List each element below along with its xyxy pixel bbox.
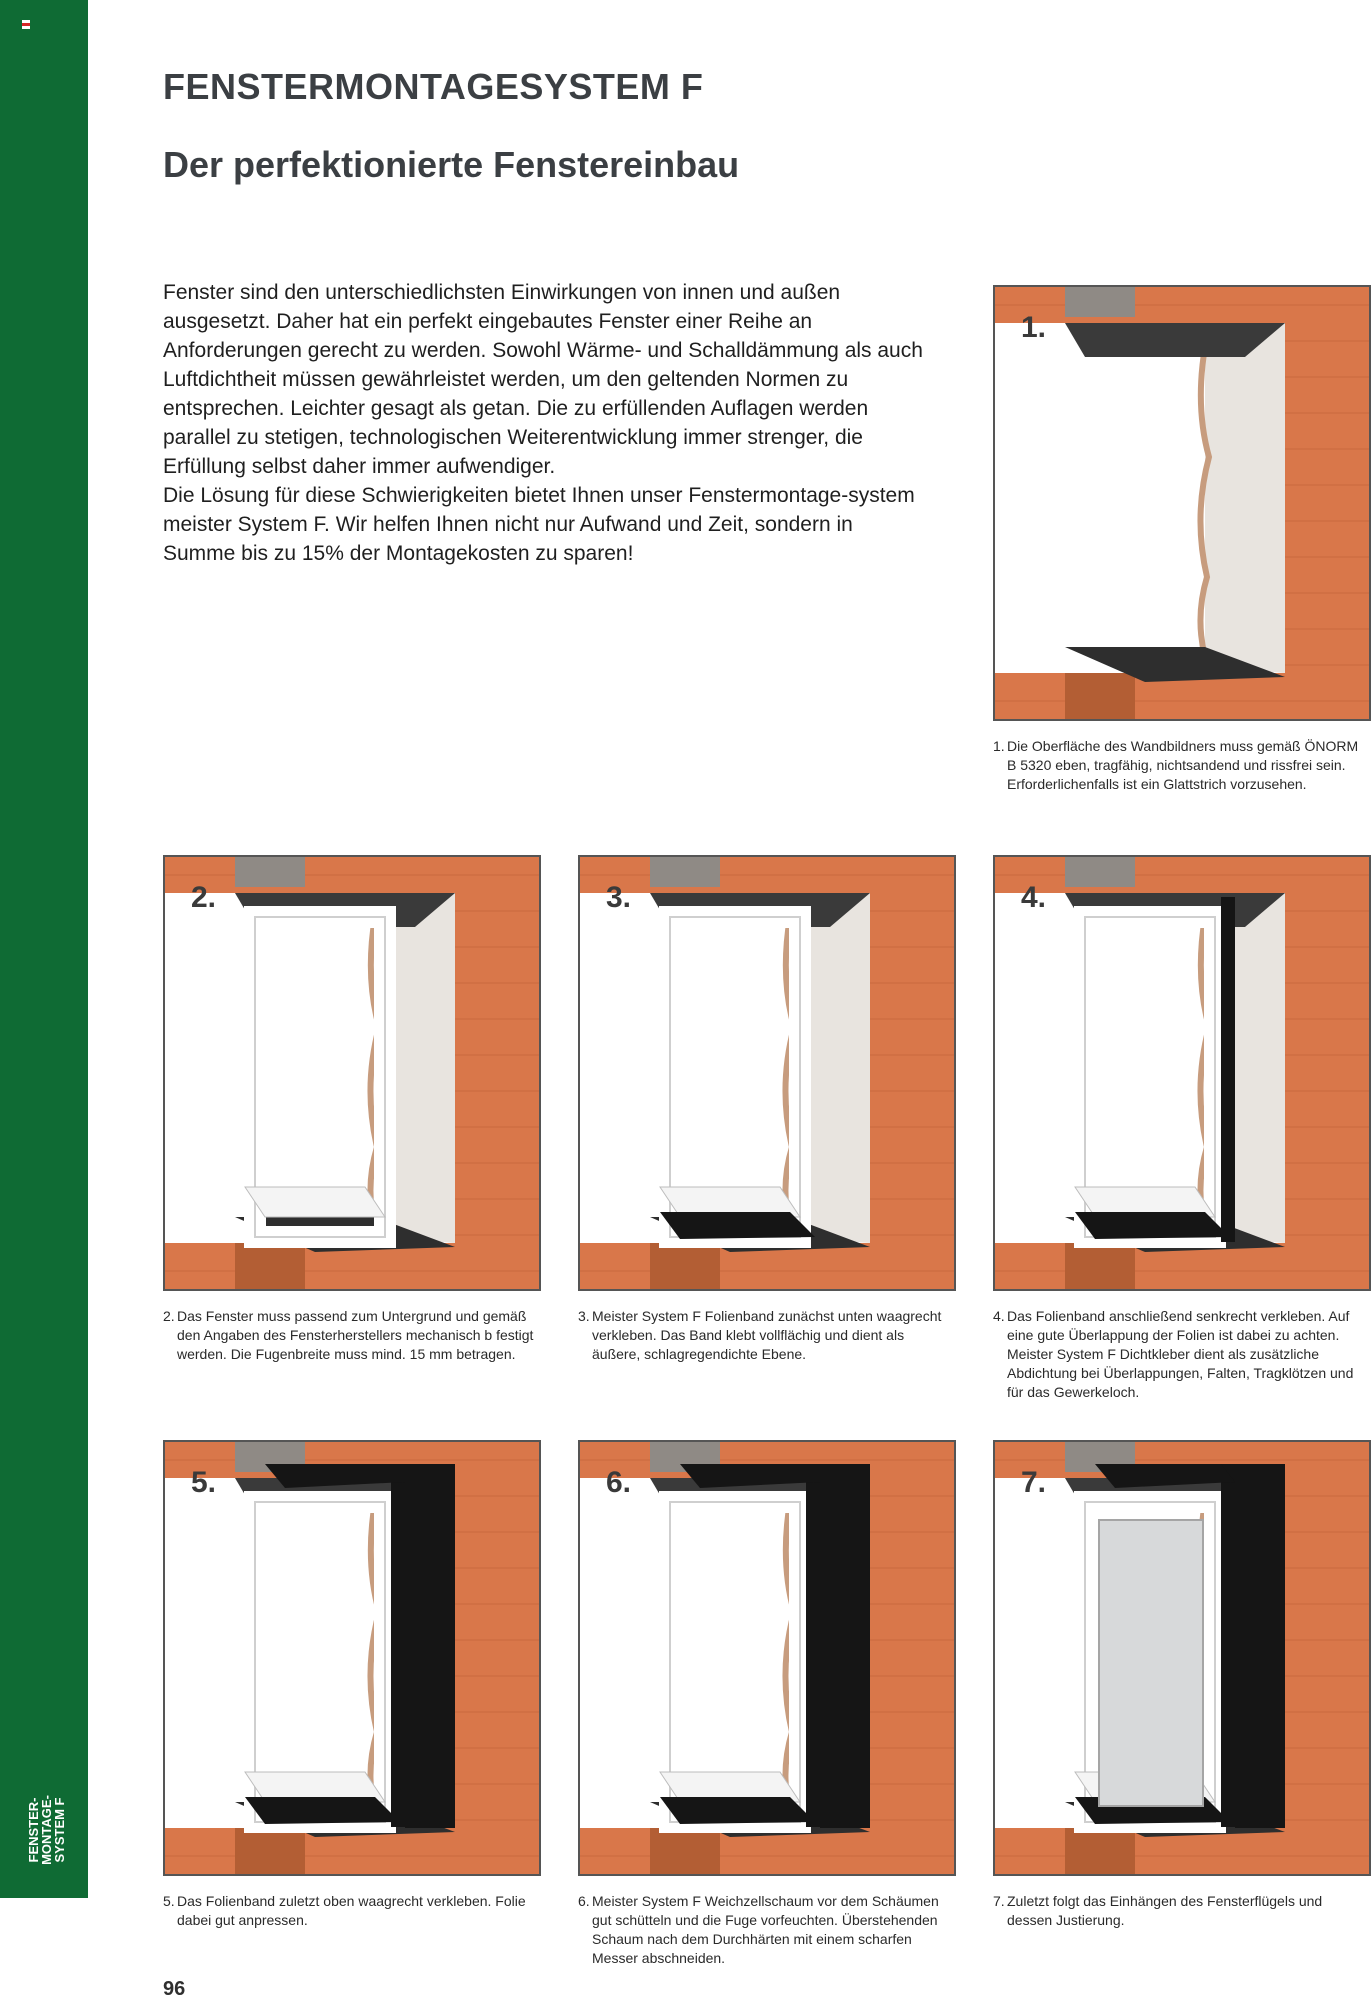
step-illustration xyxy=(163,855,541,1291)
step-7 xyxy=(993,1440,1371,1930)
caption-number: 7. xyxy=(993,1893,1005,1909)
caption-number: 2. xyxy=(163,1308,175,1324)
sill-column xyxy=(235,1243,305,1289)
caption-number: 3. xyxy=(578,1308,590,1324)
caption-number: 1. xyxy=(993,738,1005,754)
step-caption xyxy=(578,1892,956,1968)
step-illustration xyxy=(993,855,1371,1291)
sidebar-band xyxy=(0,0,88,1898)
window-installation-illustration xyxy=(995,857,1369,1289)
window-installation-illustration xyxy=(580,857,954,1289)
window-installation-illustration xyxy=(165,857,539,1289)
sidebar-label-line: MONTAGE- xyxy=(38,1795,54,1865)
intro-paragraph: Die Lösung für diese Schwierigkeiten bietet Ihnen unser Fenstermontage-system meister System F. Wir helfen Ihnen nicht nur Aufwand und Zeit, sondern in Summe bis zu 15% der Montagekosten zu sparen! xyxy=(163,484,915,565)
caption-number: 6. xyxy=(578,1893,590,1909)
lintel-block xyxy=(1065,287,1135,317)
caption-text: Das Folienband zuletzt oben waagrecht verkleben. Folie dabei gut anpressen. xyxy=(177,1893,526,1928)
caption-text: Das Fenster muss passend zum Untergrund und gemäß den Angaben des Fensterherstellers mechanisch b festigt werden. Die Fugenbreite muss mind. 15 mm betragen. xyxy=(177,1308,534,1362)
foil-band-vertical xyxy=(806,1482,820,1827)
step-illustration xyxy=(163,1440,541,1876)
step-number: 4. xyxy=(1021,881,1047,914)
lintel-block xyxy=(235,857,305,887)
sill-column xyxy=(650,1243,720,1289)
sill-column xyxy=(1065,1243,1135,1289)
foil-band-bottom xyxy=(660,1212,815,1239)
page-title: FENSTERMONTAGESYSTEM F xyxy=(163,66,704,107)
caption-text: Meister System F Weichzellschaum vor dem Schäumen gut schütteln und die Fuge vorfeuchten. Überstehenden Schaum nach dem Durchhärten mit einem scharfen Messer abschneiden. xyxy=(592,1893,939,1966)
step-number: 6. xyxy=(606,1466,632,1499)
step-caption xyxy=(993,737,1371,794)
foil-band-bottom xyxy=(245,1797,400,1824)
step-illustration xyxy=(993,285,1371,721)
caption-number: 4. xyxy=(993,1308,1005,1324)
step-4 xyxy=(993,855,1371,1402)
step-6 xyxy=(578,1440,956,1968)
flag-stripe xyxy=(22,26,30,29)
foil-band-vertical xyxy=(1221,1482,1235,1827)
lintel-block xyxy=(1065,857,1135,887)
step-caption xyxy=(993,1307,1371,1402)
step-1 xyxy=(993,285,1371,794)
window-installation-illustration xyxy=(165,1442,539,1874)
page-subtitle: Der perfektionierte Fenstereinbau xyxy=(163,144,740,185)
foil-band-bottom xyxy=(1075,1212,1230,1239)
caption-text: Das Folienband anschließend senkrecht verkleben. Auf eine gute Überlappung der Folien ist dabei zu achten. Meister System F Dichtkleber dient als zusätzliche Abdichtung bei Überlappungen, Falten, Tragklötzen und für das Gewerkeloch. xyxy=(1007,1308,1354,1400)
sill-column xyxy=(1065,1828,1135,1874)
step-3 xyxy=(578,855,956,1364)
window-installation-illustration xyxy=(995,287,1369,719)
sidebar-label-line: SYSTEM F xyxy=(51,1797,67,1863)
page-number: 96 xyxy=(163,1978,186,2000)
frame-bottom-profile xyxy=(245,1187,385,1217)
sill-column xyxy=(235,1828,305,1874)
step-illustration xyxy=(578,1440,956,1876)
step-2 xyxy=(163,855,541,1364)
step-number: 5. xyxy=(191,1466,217,1499)
caption-number: 5. xyxy=(163,1893,175,1909)
foil-band-vertical xyxy=(1221,897,1235,1242)
sidebar-label-line: FENSTER- xyxy=(25,1797,41,1863)
caption-text: Die Oberfläche des Wandbildners muss gemäß ÖNORM B 5320 eben, tragfähig, nichtsandend und rissfrei sein. Erforderlichenfalls ist ein Glattstrich vorzusehen. xyxy=(1007,738,1359,792)
flag-icon xyxy=(22,20,30,29)
sill-column xyxy=(650,1828,720,1874)
step-caption xyxy=(163,1307,541,1364)
foil-band-vertical xyxy=(391,1482,405,1827)
step-caption xyxy=(578,1307,956,1364)
step-caption xyxy=(993,1892,1371,1930)
sill-column xyxy=(1065,673,1135,719)
jamb-reveal xyxy=(1205,323,1285,673)
sidebar-section-label xyxy=(0,1792,96,1868)
window-sash-glass xyxy=(1099,1520,1203,1806)
step-illustration xyxy=(993,1440,1371,1876)
lintel-block xyxy=(650,857,720,887)
foil-band-bottom xyxy=(660,1797,815,1824)
step-number: 3. xyxy=(606,881,632,914)
step-number: 2. xyxy=(191,881,217,914)
step-illustration xyxy=(578,855,956,1291)
caption-text: Zuletzt folgt das Einhängen des Fensterflügels und dessen Justierung. xyxy=(1007,1893,1323,1928)
intro-text xyxy=(163,278,923,568)
step-5 xyxy=(163,1440,541,1930)
step-number: 7. xyxy=(1021,1466,1047,1499)
step-number: 1. xyxy=(1021,311,1047,344)
caption-text: Meister System F Folienband zunächst unten waagrecht verkleben. Das Band klebt vollflächig und dient als äußere, schlagregendichte Ebene. xyxy=(592,1308,942,1362)
intro-paragraph: Fenster sind den unterschiedlichsten Einwirkungen von innen und außen ausgesetzt. Daher hat ein perfekt eingebautes Fenster einer Reihe an Anforderungen gerecht zu werden. Sowohl Wärme- und Schalldämmung als auch Luftdichtheit müssen gewährleistet werden, um den geltenden Normen zu entsprechen. Leichter gesagt als getan. Die zu erfüllenden Auflagen werden parallel zu stetigen, technologischen Weiterentwicklung immer strenger, die Erfüllung selbst daher immer aufwendiger. xyxy=(163,281,923,478)
step-caption xyxy=(163,1892,541,1930)
sidebar-corner xyxy=(72,1872,88,1898)
window-installation-illustration xyxy=(995,1442,1369,1874)
window-installation-illustration xyxy=(580,1442,954,1874)
